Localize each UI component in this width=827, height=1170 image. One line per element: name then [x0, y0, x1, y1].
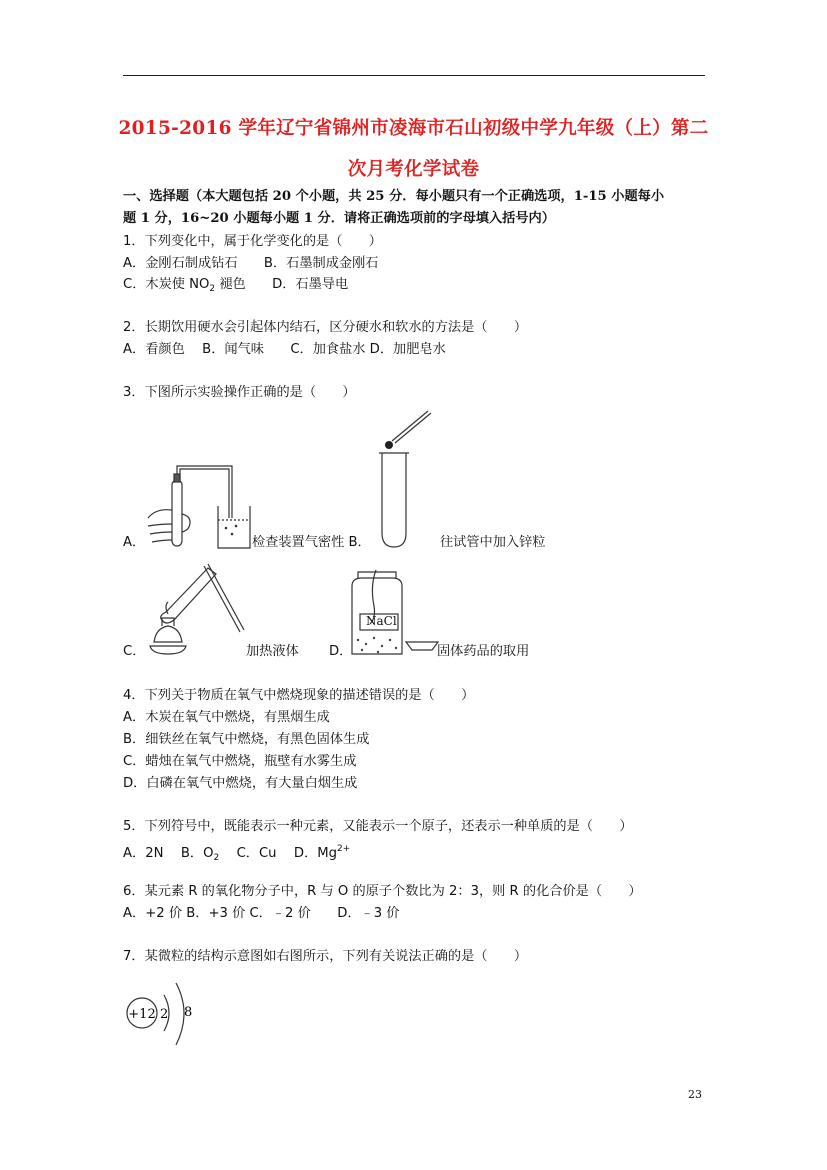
q5-options-pre: A．2N B．O: [123, 846, 214, 861]
figure-q7-atomic-structure: [120, 975, 210, 1055]
section-heading-line1: 一、选择题（本大题包括 20 个小题，共 25 分．每小题只有一个正确选项，1-15 小题每小: [123, 189, 665, 204]
q3-option-d-caption: 固体药品的取用: [437, 644, 530, 659]
figure-d-solid-reagent: [348, 566, 440, 658]
nacl-label: NaCl: [366, 614, 397, 628]
q5-options: [123, 840, 350, 867]
q3-option-a-letter: A．: [123, 535, 146, 550]
q3-option-a-caption: 检查装置气密性 B．: [252, 535, 371, 550]
q4-stem: 4．下列关于物质在氧气中燃烧现象的描述错误的是（ ）: [123, 688, 475, 703]
q3-stem: 3．下图所示实验操作正确的是（ ）: [123, 385, 356, 400]
q7-shell1-label: 2: [160, 1007, 169, 1022]
figure-b-test-tube-zinc: [376, 405, 446, 555]
q6-stem: 6．某元素 R 的氧化物分子中，R 与 O 的原子个数比为 2：3，则 R 的化合价是（ ）: [123, 884, 642, 899]
q5-stem: 5．下列符号中，既能表示一种元素，又能表示一个原子，还表示一种单质的是（ ）: [123, 819, 633, 834]
q1-options-ab: A．金刚石制成钻石 B．石墨制成金刚石: [123, 256, 379, 271]
q1-option-c-sub: 2: [209, 284, 216, 294]
q5-options-sub: 2: [213, 853, 220, 863]
q7-nucleus-label: +12: [128, 1007, 156, 1022]
q1-option-c-pre: C．木炭使 NO: [123, 277, 210, 292]
header-rule: [123, 75, 705, 76]
q4-option-c: C．蜡烛在氧气中燃烧，瓶壁有水雾生成: [123, 754, 357, 769]
page-number: 23: [688, 1088, 702, 1101]
q5-options-sup: 2+: [337, 844, 351, 854]
q3-option-b-caption: 往试管中加入锌粒: [440, 535, 546, 550]
q1-option-c-post: 褪色 D．石墨导电: [215, 277, 349, 292]
q3-option-c-caption: 加热液体: [246, 644, 299, 659]
exam-title-line1: 2015-2016 学年辽宁省锦州市凌海市石山初级中学九年级（上）第二: [118, 118, 709, 139]
section-heading-line2: 题 1 分，16~20 小题每小题 1 分．请将正确选项前的字母填入括号内）: [123, 211, 555, 226]
q7-stem: 7．某微粒的结构示意图如右图所示，下列有关说法正确的是（ ）: [123, 949, 528, 964]
q6-options: A．+2 价 B．+3 价 C．﹣2 价 D．﹣3 价: [123, 906, 400, 921]
q3-option-d-letter: D．: [329, 644, 353, 659]
q2-options: A．看颜色 B．闻气味 C．加食盐水 D．加肥皂水: [123, 342, 446, 357]
q1-options-cd: [123, 276, 348, 298]
q4-option-a: A．木炭在氧气中燃烧，有黑烟生成: [123, 710, 330, 725]
q5-options-mid: C．Cu D．Mg: [219, 846, 338, 861]
q1-stem: 1．下列变化中，属于化学变化的是（ ）: [123, 234, 382, 249]
q2-stem: 2．长期饮用硬水会引起体内结石，区分硬水和软水的方法是（ ）: [123, 320, 528, 335]
q4-option-b: B．细铁丝在氧气中燃烧，有黑色固体生成: [123, 732, 370, 747]
exam-title-line2: 次月考化学试卷: [347, 159, 480, 180]
q7-shell2-label: 8: [184, 1005, 193, 1020]
figure-c-heating-liquid: [146, 562, 246, 660]
q4-option-d: D．白磷在氧气中燃烧，有大量白烟生成: [123, 776, 358, 791]
q3-option-c-letter: C．: [123, 644, 146, 659]
figure-a-airtightness-check: [146, 458, 256, 553]
